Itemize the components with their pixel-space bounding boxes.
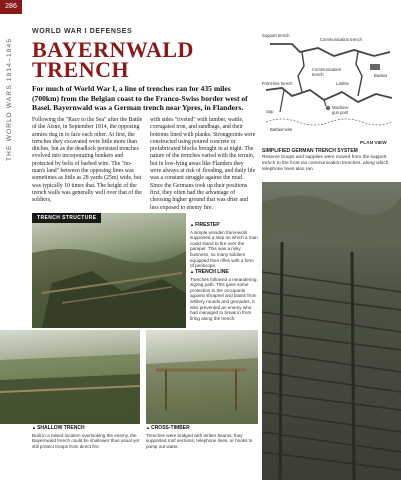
trench-line-annotation bbox=[190, 269, 258, 321]
cross-timber-title: ▲ CROSS-TIMBER bbox=[146, 425, 254, 432]
firestep-text: A simple wooden framework supported a step on which a man could stand to fire over the parapet. This was a risky business, so many soldiers equipped their rifles with a form of periscope. bbox=[190, 229, 258, 269]
section-heading: WORLD WAR I DEFENSES bbox=[32, 28, 133, 35]
trench-wall-photo bbox=[262, 182, 401, 480]
title-line-1: BAYERNWALD bbox=[32, 37, 194, 62]
trench-structure-photo bbox=[32, 213, 186, 328]
cross-timber-photo bbox=[146, 330, 258, 424]
body-column-1: Following the "Race to the Sea" after the Battle of the Aisne, in September 1914, the opposing armies dug in to face each other. At first, the trenches they excavated were little more than ditches, but as the deadlock persisted trenches evolved into incorporating bunkers and protected by belts of barbed wire. The "no-man's land" between the opposing lines was sometimes as little as 28 yards (25m) wide, but was typically 10 times that. The height of the trench walls was generally well over that of the soldiers, bbox=[32, 117, 143, 204]
label-barbed-wire: Barbed wire bbox=[270, 127, 293, 132]
shallow-trench-photo bbox=[0, 330, 140, 424]
label-communication-2: Communication trench bbox=[312, 67, 342, 77]
machine-gun-shape bbox=[326, 106, 330, 110]
label-machine-gun: Machine-gun post bbox=[332, 105, 350, 115]
label-latrine: Latrine bbox=[336, 81, 349, 86]
plan-title: SIMPLIFIED GERMAN TRENCH SYSTEM bbox=[262, 148, 358, 154]
label-sap: Sap bbox=[266, 109, 274, 114]
plan-view-label: PLAN VIEW bbox=[360, 141, 387, 146]
shallow-trench-text: Built in a raised location overlooking the enemy, the Bayernwald trench could be shallower than usual yet still protect troops from direct fire. bbox=[32, 432, 140, 449]
title-line-2: TRENCH bbox=[32, 57, 130, 82]
page-number: 286 bbox=[0, 0, 22, 14]
label-front-line: Front-line trench bbox=[262, 81, 293, 86]
firestep-title: ▲ FIRESTEP bbox=[190, 222, 258, 229]
shallow-trench-annotation bbox=[32, 425, 140, 449]
page-title bbox=[32, 37, 252, 82]
label-bunker: Bunker bbox=[374, 73, 388, 78]
trench-line-text: Trenches followed a meandering, zigzag path. This gave some protection to the occupants against shrapnel and blasts from artillery rounds and grenades. It also prevented an enemy who had managed to break in from firing along the trench. bbox=[190, 276, 258, 321]
plan-caption: Reserve troops and supplies were moved from the support trench to the front via communication trenches, along which telephone lines also ran. bbox=[262, 155, 389, 172]
shallow-trench-title: ▲ SHALLOW TRENCH bbox=[32, 425, 140, 432]
bunker-shape bbox=[370, 64, 380, 70]
lede-paragraph: For much of World War I, a line of trenches ran for 435 miles (700km) from the Belgian coast to the Franco-Swiss border west of Basel. Bayernwald was a German trench near Ypres, in Flanders. bbox=[32, 84, 248, 113]
trench-plan-diagram bbox=[262, 30, 396, 140]
trench-line-title: ▲ TRENCH LINE bbox=[190, 269, 258, 276]
trench-structure-tag: TRENCH STRUCTURE bbox=[32, 213, 101, 223]
cross-timber-annotation bbox=[146, 425, 254, 449]
cross-timber-text: Trenches were bridged with timber beams; they supported roof sections, telephone lines, or hooks to pump out water. bbox=[146, 432, 253, 449]
label-support: Support trench bbox=[262, 33, 290, 38]
label-communication: Communication trench bbox=[320, 37, 362, 42]
firestep-annotation bbox=[190, 222, 258, 269]
body-column-2: with sides "riveted" with lumber, wattle, corrugated iron, and sandbags, and their bottoms lined with planks. Strongpoints were constructed using poured concrete or prefabricated blocks brought in at night. The nature of the trenches varied with the terrain, but in low-lying areas like Flanders they were always at risk of flooding, and daily life was a constant struggle against the mud. Since the Germans took up their positions first, they often had the advantage of choosing higher ground that was drier and less exposed to enemy fire. bbox=[150, 117, 256, 211]
side-label: THE WORLD WARS 1914–1945 bbox=[6, 37, 13, 161]
